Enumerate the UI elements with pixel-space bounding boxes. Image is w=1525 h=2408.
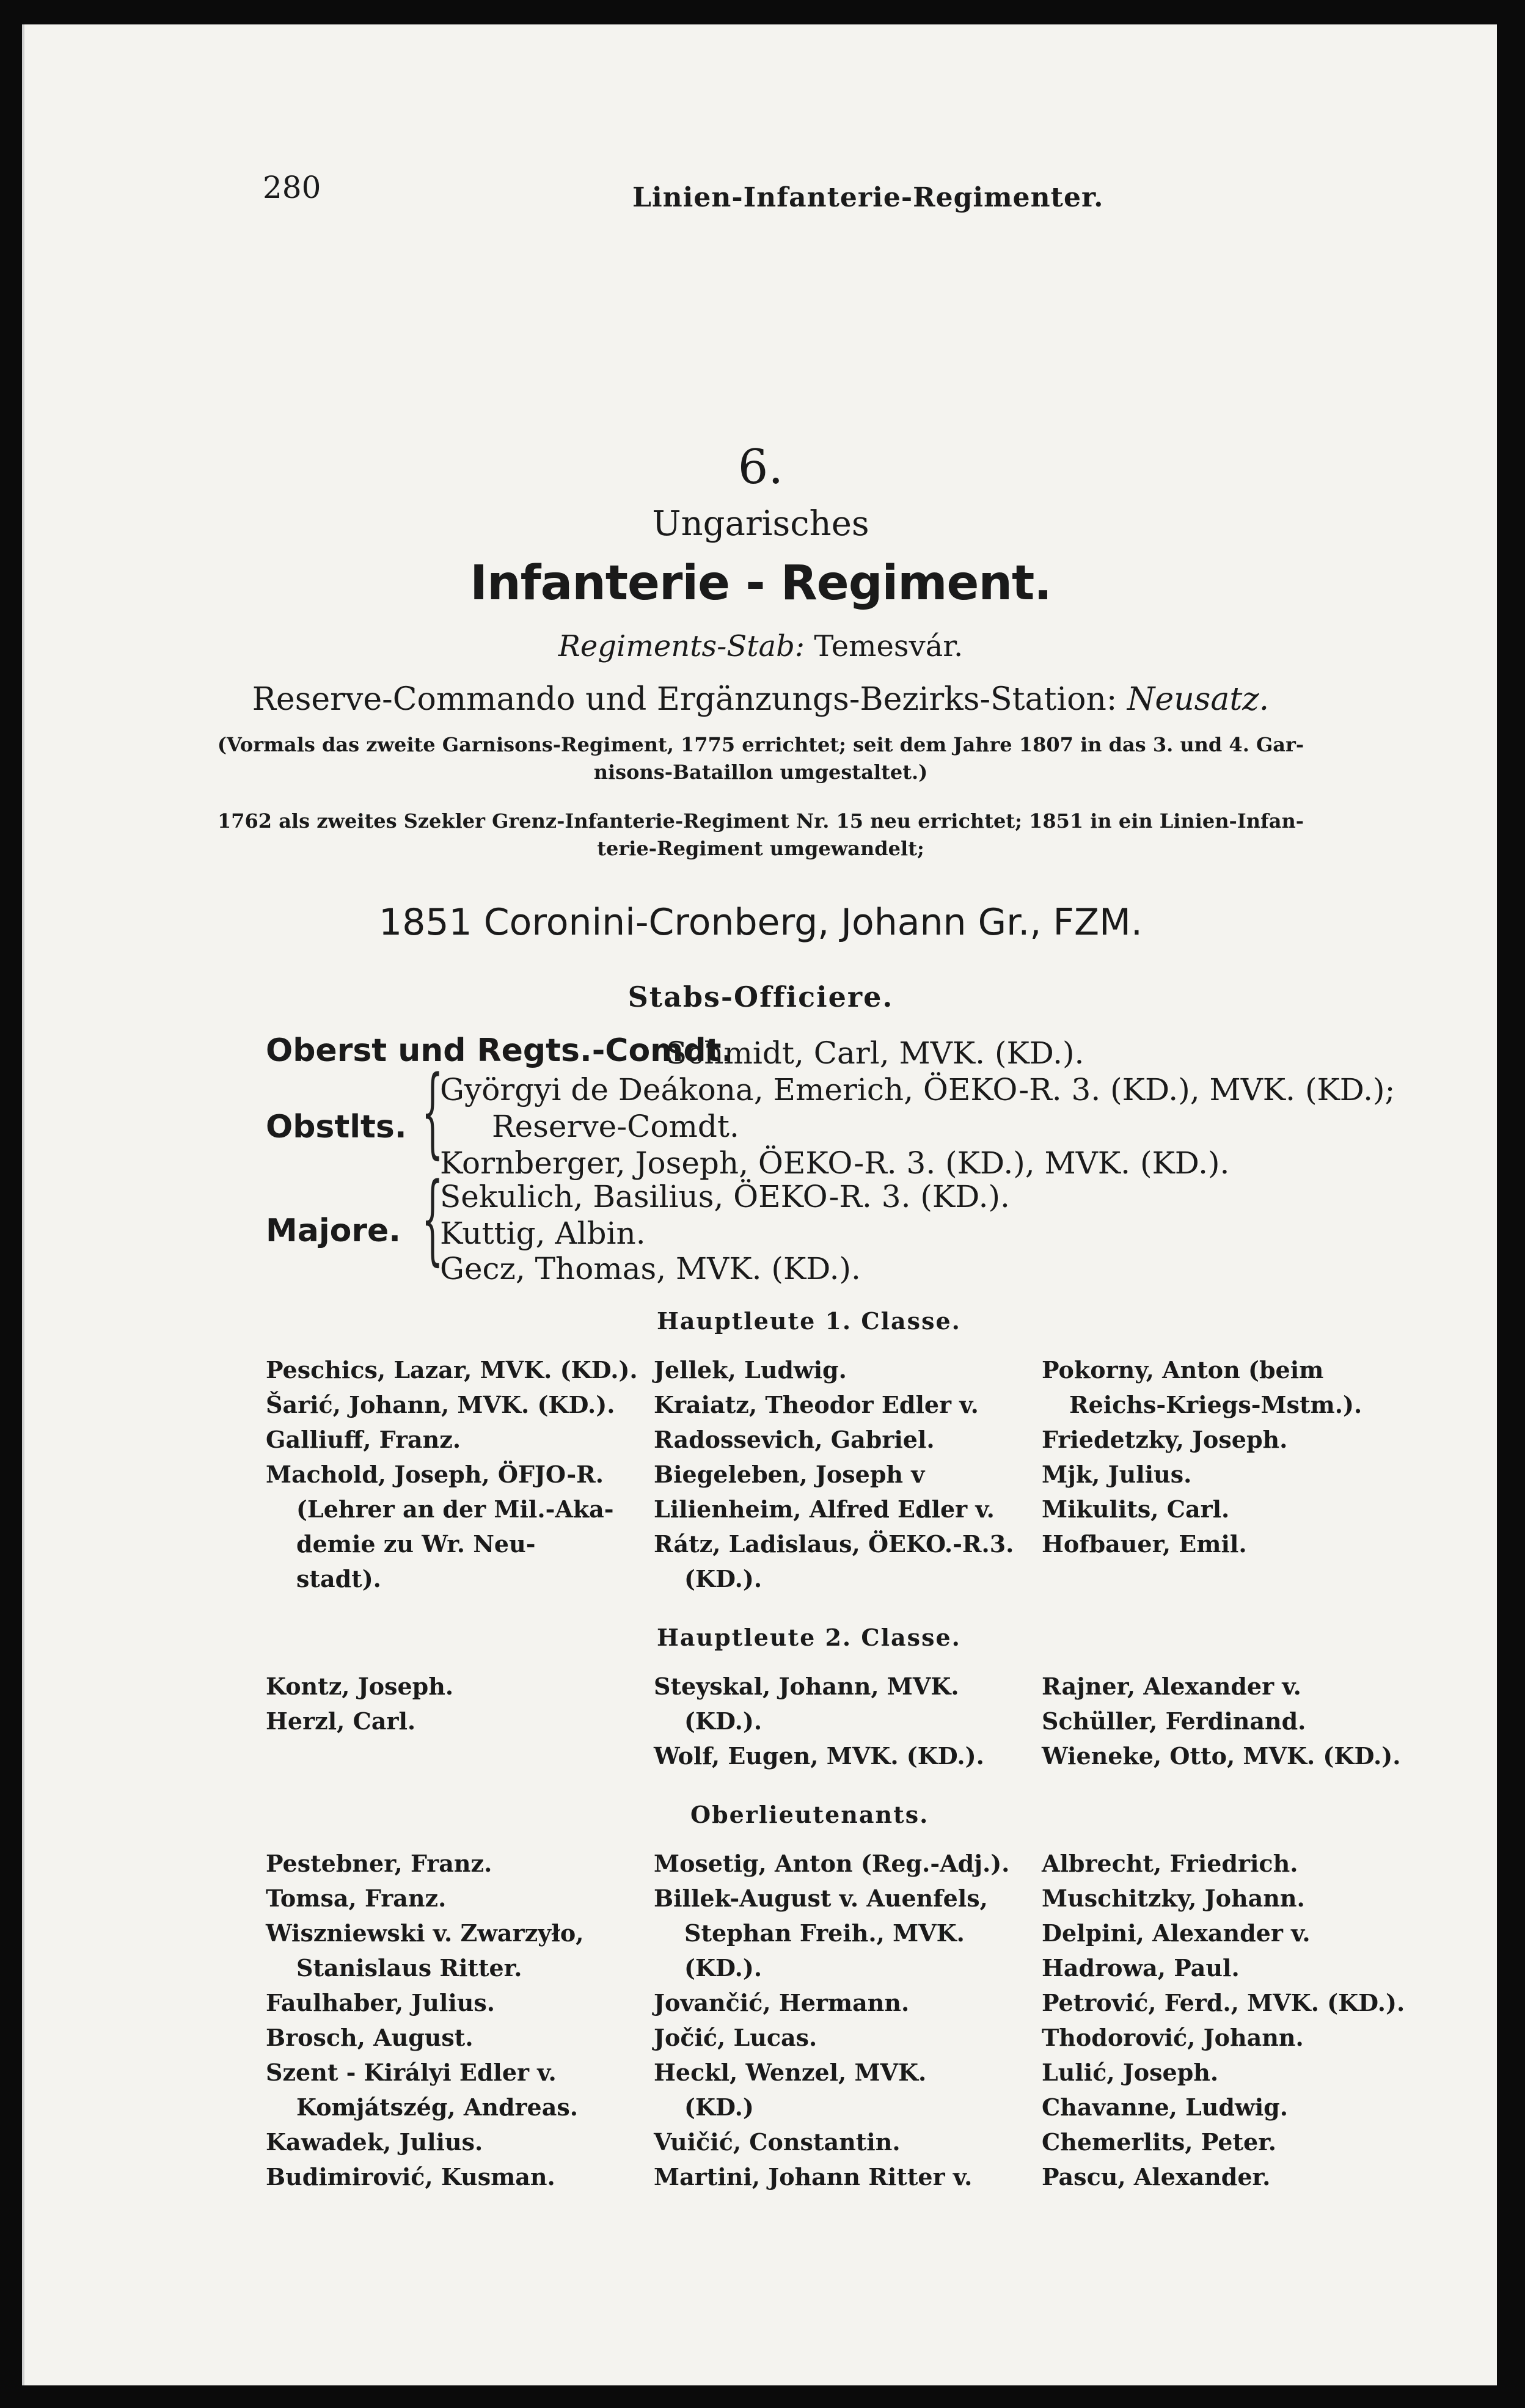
ol-col1-row-7: Szent - Királyi Edler v. bbox=[266, 2059, 557, 2086]
ol-col3-row-5: Petrović, Ferd., MVK. (KD.). bbox=[1042, 1989, 1405, 2016]
ol-col1-row-4: Stanislaus Ritter. bbox=[296, 1954, 522, 1982]
history-note-1-line-1: (Vormals das zweite Garnisons-Regiment, 1775 errichtet; seit dem Jahre 1807 in das 3. und 4. Gar- bbox=[217, 733, 1304, 756]
majore-line-2: Kuttig, Albin. bbox=[440, 1216, 646, 1251]
hl2-col2-row-1: Steyskal, Johann, MVK. bbox=[654, 1673, 959, 1700]
hl2-col1-row-2: Herzl, Carl. bbox=[266, 1707, 416, 1735]
hl1-col2-row-6: Rátz, Ladislaus, ÖEKO.-R.3. bbox=[654, 1530, 1014, 1558]
hl1-col2-row-3: Radossevich, Gabriel. bbox=[654, 1426, 935, 1453]
ol-col1-row-1: Pestebner, Franz. bbox=[266, 1850, 492, 1877]
ol-col3-row-6: Thodorović, Johann. bbox=[1042, 2024, 1304, 2051]
ol-col2-row-7: Heckl, Wenzel, MVK. bbox=[654, 2059, 927, 2086]
ol-col1-row-6: Brosch, August. bbox=[266, 2024, 474, 2051]
hl1-col1-row-2: Šarić, Johann, MVK. (KD.). bbox=[266, 1391, 615, 1418]
stab-place: Temesvár. bbox=[814, 629, 964, 663]
ol-col1-row-2: Tomsa, Franz. bbox=[266, 1884, 447, 1912]
ol-col3-row-7: Lulić, Joseph. bbox=[1042, 2059, 1219, 2086]
hl2-col3-row-1: Rajner, Alexander v. bbox=[1042, 1673, 1301, 1700]
ol-col2-row-6: Jočić, Lucas. bbox=[654, 2024, 817, 2051]
running-title: Linien-Infanterie-Regimenter. bbox=[632, 182, 1104, 213]
regiment-subtitle: Ungarisches bbox=[652, 504, 869, 544]
obstlts-line-1: Györgyi de Deákona, Emerich, ÖEKO-R. 3. (KD.), MVK. (KD.); bbox=[440, 1072, 1395, 1107]
ol-col1-row-9: Kawadek, Julius. bbox=[266, 2128, 483, 2156]
oberst-name: Schmidt, Carl, MVK. (KD.). bbox=[666, 1035, 1084, 1071]
hl1-col2-row-4: Biegeleben, Joseph v bbox=[654, 1461, 925, 1488]
ol-col3-row-3: Delpini, Alexander v. bbox=[1042, 1919, 1311, 1947]
hl1-col3-row-4: Mjk, Julius. bbox=[1042, 1461, 1192, 1488]
hl1-col1-row-4: Machold, Joseph, ÖFJO-R. bbox=[266, 1461, 604, 1488]
page-number: 280 bbox=[263, 170, 321, 205]
hl1-col1-row-3: Galliuff, Franz. bbox=[266, 1426, 461, 1453]
regiment-number: 6. bbox=[737, 440, 784, 495]
hl1-col1-row-1: Peschics, Lazar, MVK. (KD.). bbox=[266, 1356, 638, 1384]
history-note-2-line-1: 1762 als zweites Szekler Grenz-Infanterie-Regiment Nr. 15 neu errichtet; 1851 in ein Linien-Infan- bbox=[217, 809, 1304, 833]
ol-col1-row-5: Faulhaber, Julius. bbox=[266, 1989, 496, 2016]
majore-brace: { bbox=[422, 1161, 444, 1275]
ol-col3-row-4: Hadrowa, Paul. bbox=[1042, 1954, 1240, 1982]
hl2-col1-row-1: Kontz, Joseph. bbox=[266, 1673, 454, 1700]
hauptleute-1-heading: Hauptleute 1. Classe. bbox=[657, 1307, 961, 1335]
hl1-col2-row-2: Kraiatz, Theodor Edler v. bbox=[654, 1391, 979, 1418]
regiment-inhaber: 1851 Coronini-Cronberg, Johann Gr., FZM. bbox=[379, 901, 1143, 944]
hl2-col3-row-3: Wieneke, Otto, MVK. (KD.). bbox=[1042, 1742, 1401, 1770]
majore-line-3: Gecz, Thomas, MVK. (KD.). bbox=[440, 1251, 861, 1286]
ol-col2-row-3: Stephan Freih., MVK. bbox=[684, 1919, 965, 1947]
history-note-2-line-2: terie-Regiment umgewandelt; bbox=[597, 837, 924, 860]
ol-col2-row-1: Mosetig, Anton (Reg.-Adj.). bbox=[654, 1850, 1010, 1877]
obstlts-brace: { bbox=[422, 1054, 444, 1169]
reserve-line bbox=[24, 681, 1497, 718]
ol-col2-row-5: Jovančić, Hermann. bbox=[654, 1989, 910, 2016]
hl1-col2-row-1: Jellek, Ludwig. bbox=[654, 1356, 847, 1384]
ol-col2-row-4: (KD.). bbox=[684, 1954, 762, 1982]
hauptleute-2-heading: Hauptleute 2. Classe. bbox=[657, 1624, 961, 1651]
ol-col2-row-2: Billek-August v. Auenfels, bbox=[654, 1884, 988, 1912]
ol-col1-row-8: Komjátszég, Andreas. bbox=[296, 2093, 578, 2121]
obstlts-label: Obstlts. bbox=[266, 1109, 407, 1145]
ol-col3-row-9: Chemerlits, Peter. bbox=[1042, 2128, 1276, 2156]
ol-col2-row-8: (KD.) bbox=[684, 2093, 754, 2121]
hl1-col1-row-7: stadt). bbox=[296, 1565, 381, 1593]
oberlieutenants-heading: Oberlieutenants. bbox=[690, 1801, 929, 1828]
obstlts-line-2: Reserve-Comdt. bbox=[492, 1109, 739, 1144]
oberst-label: Oberst und Regts.-Comdt. bbox=[266, 1032, 734, 1069]
stab-label: Regiments-Stab: bbox=[558, 629, 805, 663]
hl1-col2-row-5: Lilienheim, Alfred Edler v. bbox=[654, 1495, 995, 1523]
stabs-officiere-heading: Stabs-Officiere. bbox=[627, 980, 894, 1013]
hl1-col3-row-3: Friedetzky, Joseph. bbox=[1042, 1426, 1288, 1453]
regiment-name: Infanterie - Regiment. bbox=[470, 556, 1051, 611]
ol-col3-row-2: Muschitzky, Johann. bbox=[1042, 1884, 1305, 1912]
regiments-stab-line bbox=[24, 629, 1497, 663]
ol-col2-row-10: Martini, Johann Ritter v. bbox=[654, 2163, 973, 2191]
hl1-col3-row-2: Reichs-Kriegs-Mstm.). bbox=[1069, 1391, 1362, 1418]
hl1-col3-row-6: Hofbauer, Emil. bbox=[1042, 1530, 1247, 1558]
hl1-col1-row-6: demie zu Wr. Neu- bbox=[296, 1530, 536, 1558]
majore-label: Majore. bbox=[266, 1213, 401, 1249]
obstlts-line-3: Kornberger, Joseph, ÖEKO-R. 3. (KD.), MVK. (KD.). bbox=[440, 1145, 1230, 1181]
hl1-col2-row-7: (KD.). bbox=[684, 1565, 762, 1593]
reserve-label: Reserve-Commando und Ergänzungs-Bezirks-Station: bbox=[252, 681, 1117, 718]
ol-col3-row-1: Albrecht, Friedrich. bbox=[1042, 1850, 1298, 1877]
hl1-col1-row-5: (Lehrer an der Mil.-Aka- bbox=[296, 1495, 614, 1523]
hl1-col3-row-1: Pokorny, Anton (beim bbox=[1042, 1356, 1324, 1384]
history-note-1-line-2: nisons-Bataillon umgestaltet.) bbox=[593, 761, 928, 784]
scanned-page bbox=[22, 24, 1497, 2385]
reserve-place: Neusatz. bbox=[1127, 681, 1270, 718]
hl1-col3-row-5: Mikulits, Carl. bbox=[1042, 1495, 1230, 1523]
ol-col2-row-9: Vuičić, Constantin. bbox=[654, 2128, 901, 2156]
ol-col1-row-3: Wiszniewski v. Zwarzyło, bbox=[266, 1919, 584, 1947]
hl2-col2-row-3: Wolf, Eugen, MVK. (KD.). bbox=[654, 1742, 984, 1770]
hl2-col3-row-2: Schüller, Ferdinand. bbox=[1042, 1707, 1306, 1735]
majore-line-1: Sekulich, Basilius, ÖEKO-R. 3. (KD.). bbox=[440, 1179, 1010, 1214]
ol-col1-row-10: Budimirović, Kusman. bbox=[266, 2163, 555, 2191]
ol-col3-row-8: Chavanne, Ludwig. bbox=[1042, 2093, 1288, 2121]
hl2-col2-row-2: (KD.). bbox=[684, 1707, 762, 1735]
ol-col3-row-10: Pascu, Alexander. bbox=[1042, 2163, 1271, 2191]
